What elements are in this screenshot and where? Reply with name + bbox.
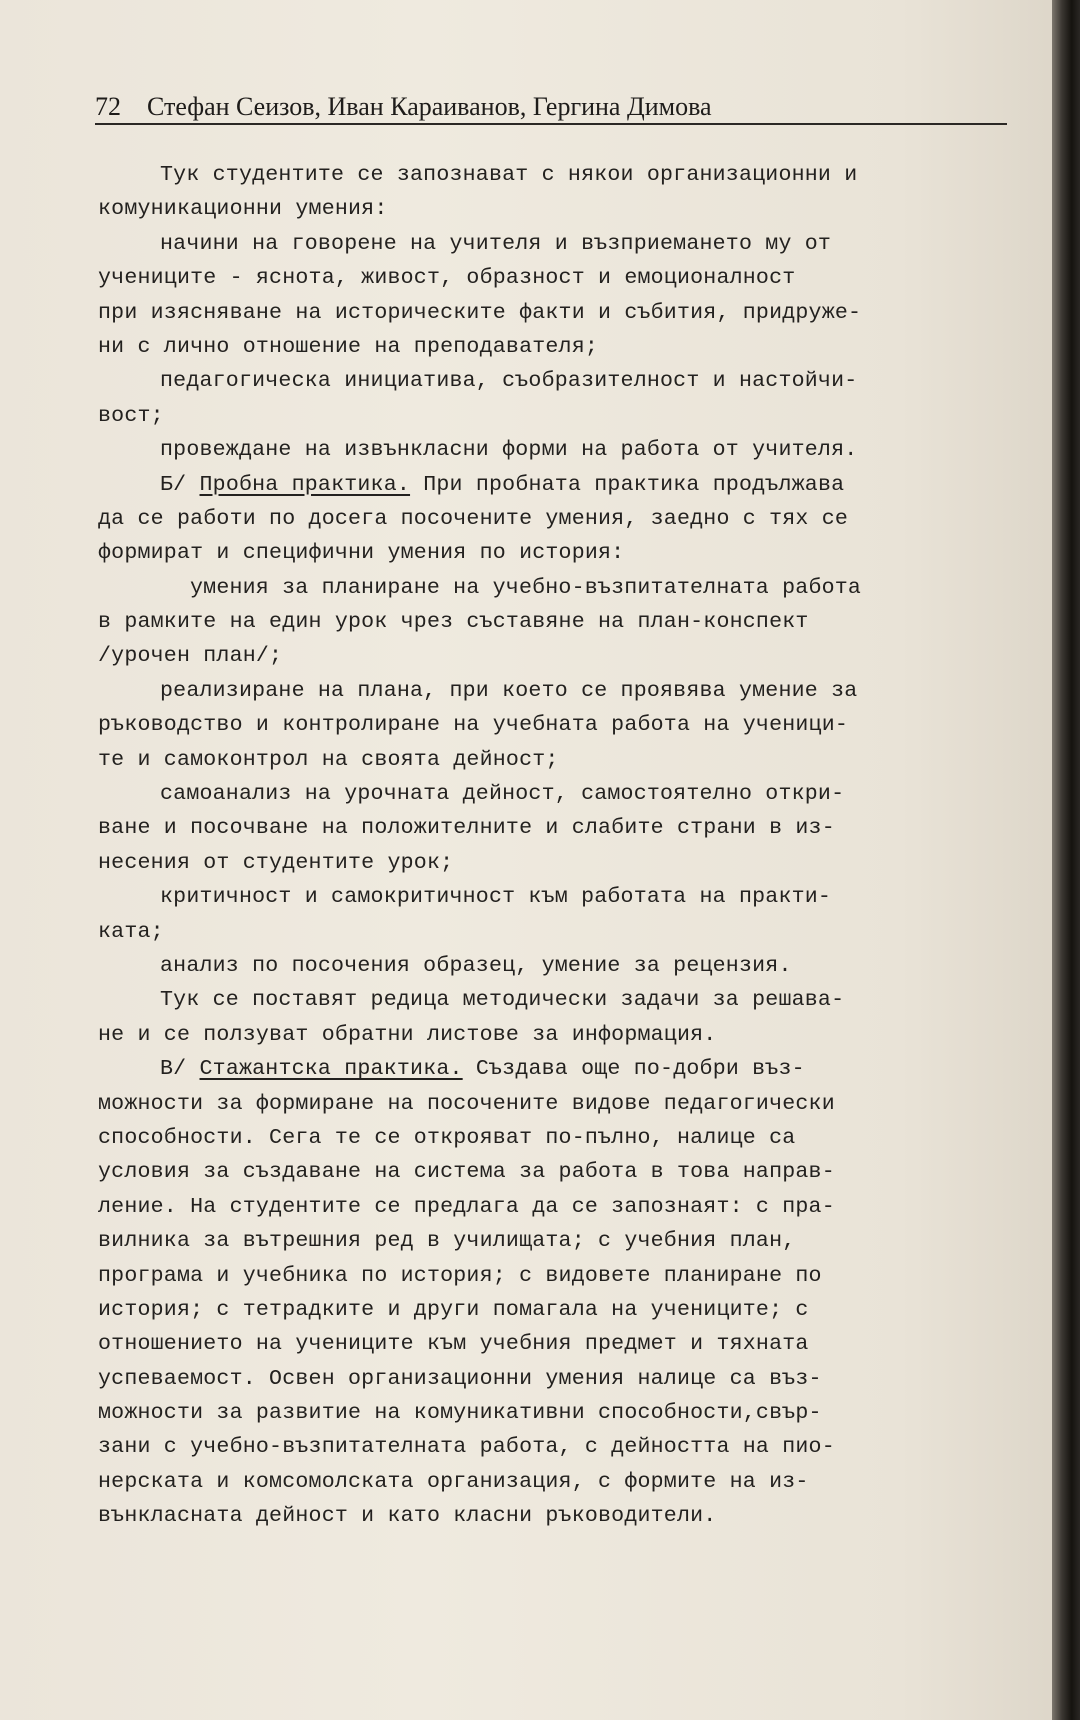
text-line: начини на говорене на учителя и възприемането му от — [160, 231, 832, 256]
section-b-title: Пробна практика. — [199, 472, 411, 497]
text-line: те и самоконтрол на своята дейност; — [98, 747, 559, 772]
section-v-line — [98, 1052, 1010, 1086]
header-rule — [95, 123, 1007, 125]
text-line: ката; — [98, 919, 164, 944]
running-header — [95, 92, 1005, 126]
text-line: провеждане на извънкласни форми на работа от учителя. — [160, 438, 858, 463]
text-line: вост; — [98, 403, 164, 428]
body-text — [98, 158, 1010, 1534]
section-b-line — [98, 468, 1010, 502]
text-line: нерската и комсомолската организация, с формите на из- — [98, 1469, 809, 1494]
text-line: вилника за вътрешния ред в училищата; с учебния план, — [98, 1229, 796, 1254]
section-b-marker: Б/ — [160, 472, 187, 497]
header-authors: Стефан Сеизов, Иван Караиванов, Гергина Димова — [147, 92, 712, 121]
text-line: ръководство и контролиране на учебната работа на ученици- — [98, 713, 849, 738]
text-line: успеваемост. Освен организационни умения налице са въз- — [98, 1366, 822, 1391]
text-line: самоанализ на урочната дейност, самостоятелно откри- — [160, 782, 845, 807]
text-line: условия за създаване на система за работа в това направ- — [98, 1160, 835, 1185]
text-line: Създава още по-добри въз- — [475, 1057, 805, 1082]
text-line: педагогическа инициатива, съобразителност и настойчи- — [160, 369, 858, 394]
text-line: умения за планиране на учебно-възпитателната работа — [190, 575, 862, 600]
text-line: отношението на учениците към учебния предмет и тяхната — [98, 1332, 809, 1357]
text-line: история; с тетрадките и други помагала на учениците; с — [98, 1297, 809, 1322]
text-line: програма и учебника по история; с видовете планиране по — [98, 1263, 822, 1288]
text-line: Тук студентите се запознават с някои организационни и — [160, 163, 858, 187]
text-line: можности за развитие на комуникативни способности,свър- — [98, 1401, 822, 1426]
text-line: ление. На студентите се предлага да се запознаят: с пра- — [98, 1194, 835, 1219]
text-line: анализ по посочения образец, умение за рецензия. — [160, 953, 792, 978]
text-line: при изясняване на историческите факти и събития, придруже- — [98, 300, 862, 325]
text-line: При пробната практика продължава — [423, 472, 845, 497]
text-line: реализиране на плана, при което се проявява умение за — [160, 678, 858, 703]
text-line: критичност и самокритичност към работата на практи- — [160, 885, 832, 910]
page-number: 72 — [95, 92, 121, 121]
text-line: да се работи по досега посочените умения, заедно с тях се — [98, 506, 849, 531]
text-line: несения от студентите урок; — [98, 850, 454, 875]
section-v-marker: В/ — [160, 1057, 187, 1082]
text-line: /урочен план/; — [98, 644, 283, 669]
text-line: не и се ползуват обратни листове за информация. — [98, 1022, 717, 1047]
text-line: учениците - яснота, живост, образност и емоционалност — [98, 266, 796, 291]
text-line: можности за формиране на посочените видове педагогически — [98, 1091, 835, 1116]
text-line: вънкласната дейност и като класни ръководители. — [98, 1504, 717, 1529]
text-line: способности. Сега те се открояват по-пълно, налице са — [98, 1125, 796, 1150]
text-line: ване и посочване на положителните и слабите страни в из- — [98, 816, 835, 841]
text-line: комуникационни умения: — [98, 197, 388, 222]
book-spine-shadow — [1052, 0, 1080, 1720]
section-v-title: Стажантска практика. — [199, 1057, 463, 1082]
text-line: ни с лично отношение на преподавателя; — [98, 334, 599, 359]
text-line: Тук се поставят редица методически задачи за решава- — [160, 988, 845, 1013]
text-line: зани с учебно-възпитателната работа, с дейността на пио- — [98, 1435, 835, 1460]
text-line: формират и специфични умения по история: — [98, 541, 625, 566]
text-line: в рамките на един урок чрез съставяне на план-конспект — [98, 610, 809, 635]
